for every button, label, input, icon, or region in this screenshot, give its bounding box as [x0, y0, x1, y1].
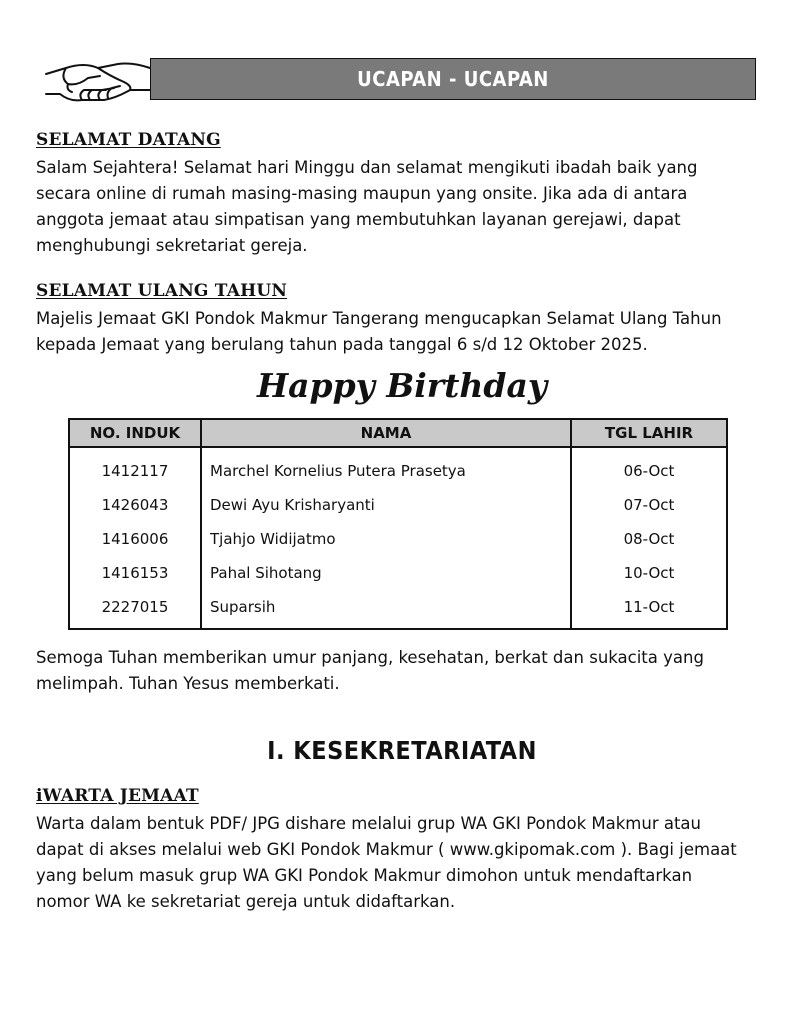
cell-tgl: 11-Oct — [571, 590, 727, 629]
welcome-line: secara online di rumah masing-masing maupun yang onsite. Jika ada di antara — [36, 184, 688, 203]
cell-nama: Marchel Kornelius Putera Prasetya — [201, 447, 571, 488]
iwarta-heading: iWARTA JEMAAT — [36, 786, 199, 806]
welcome-line: menghubungi sekretariat gereja. — [36, 236, 308, 255]
table-row — [69, 447, 727, 488]
cell-nama: Tjahjo Widijatmo — [201, 522, 571, 556]
iwarta-line: Warta dalam bentuk PDF/ JPG dishare melalui grup WA GKI Pondok Makmur atau — [36, 814, 702, 833]
section-banner — [150, 58, 756, 100]
birthday-line: kepada Jemaat yang berulang tahun pada tanggal 6 s/d 12 Oktober 2025. — [36, 335, 648, 354]
welcome-line: Salam Sejahtera! Selamat hari Minggu dan selamat mengikuti ibadah baik yang — [36, 158, 698, 177]
cell-induk: 1416006 — [101, 530, 169, 548]
section-title: I. KESEKRETARIATAN — [267, 736, 537, 765]
table-header-row — [69, 419, 727, 447]
birthday-line: Majelis Jemaat GKI Pondok Makmur Tangerang mengucapkan Selamat Ulang Tahun — [36, 309, 722, 328]
column-header-tgl: TGL LAHIR — [571, 419, 727, 447]
cell-nama: Suparsih — [201, 590, 571, 629]
welcome-line: anggota jemaat atau simpatisan yang membutuhkan layanan gerejawi, dapat — [36, 210, 681, 229]
iwarta-line: yang belum masuk grup WA GKI Pondok Makmur dimohon untuk mendaftarkan — [36, 866, 693, 885]
birthday-paragraph — [36, 306, 758, 358]
table-row — [69, 488, 727, 522]
column-header-nama: NAMA — [201, 419, 571, 447]
column-header-induk: NO. INDUK — [69, 419, 201, 447]
closing-line: melimpah. Tuhan Yesus memberkati. — [36, 674, 340, 693]
iwarta-line: nomor WA ke sekretariat gereja untuk didaftarkan. — [36, 892, 456, 911]
closing-paragraph — [36, 645, 758, 697]
cell-tgl: 08-Oct — [571, 522, 727, 556]
cell-nama: Dewi Ayu Krisharyanti — [201, 488, 571, 522]
closing-line: Semoga Tuhan memberikan umur panjang, kesehatan, berkat dan sukacita yang — [36, 648, 704, 667]
cell-tgl: 06-Oct — [571, 447, 727, 488]
birthday-table — [68, 418, 728, 630]
cell-tgl: 07-Oct — [571, 488, 727, 522]
table-row — [69, 590, 727, 629]
handshake-icon — [44, 54, 152, 108]
table-row — [69, 556, 727, 590]
cell-induk: 1412117 — [101, 462, 169, 480]
cell-tgl: 10-Oct — [571, 556, 727, 590]
iwarta-paragraph — [36, 811, 758, 915]
birthday-heading: SELAMAT ULANG TAHUN — [36, 281, 288, 301]
cell-induk: 1426043 — [101, 496, 169, 514]
iwarta-line: dapat di akses melalui web GKI Pondok Makmur ( www.gkipomak.com ). Bagi jemaat — [36, 840, 737, 859]
cell-induk: 2227015 — [101, 598, 169, 616]
banner-title: UCAPAN - UCAPAN — [357, 67, 549, 91]
cell-induk: 1416153 — [101, 564, 169, 582]
happy-birthday-title: Happy Birthday — [256, 366, 548, 405]
welcome-heading: SELAMAT DATANG — [36, 130, 221, 150]
table-row — [69, 522, 727, 556]
welcome-paragraph — [36, 155, 758, 259]
cell-nama: Pahal Sihotang — [201, 556, 571, 590]
